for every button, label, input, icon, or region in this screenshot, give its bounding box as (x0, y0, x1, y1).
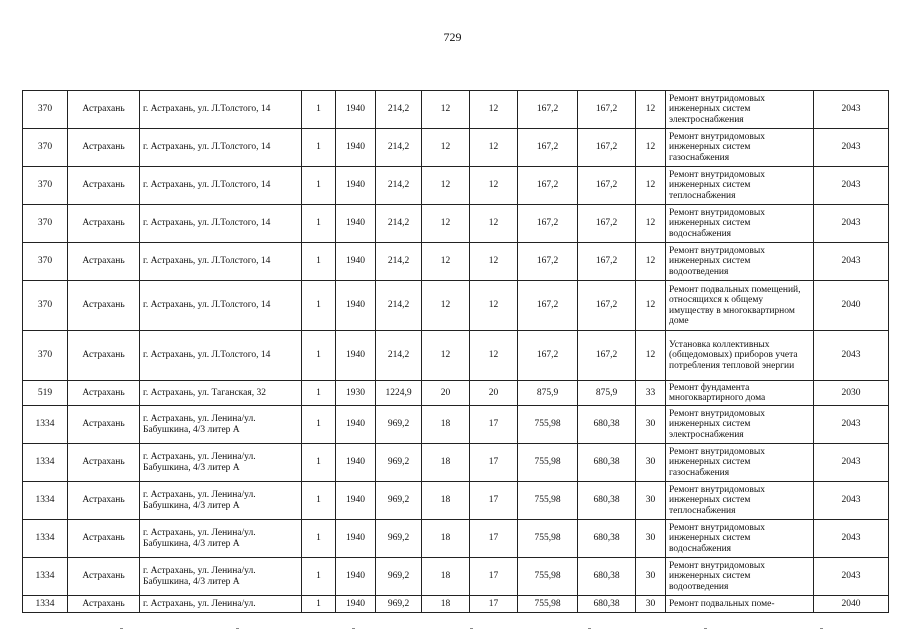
table-row (23, 91, 889, 129)
cell-residents-a: 12 (422, 243, 470, 281)
cell-city: Астрахань (68, 205, 140, 243)
cell-area-a: 167,2 (518, 281, 578, 331)
cell-area-a: 167,2 (518, 167, 578, 205)
capital-repair-table (22, 90, 889, 613)
cell-entrances: 1 (302, 520, 336, 558)
cell-entrances: 1 (302, 381, 336, 406)
cell-deadline: 2040 (814, 596, 889, 613)
cell-work-type: Ремонт внутридомовых инженерных систем водоснабжения (666, 205, 814, 243)
cell-residents-a: 18 (422, 482, 470, 520)
cell-city: Астрахань (68, 406, 140, 444)
cell-flats: 12 (636, 205, 666, 243)
cell-city: Астрахань (68, 558, 140, 596)
cell-year: 1940 (336, 444, 376, 482)
cell-entrances: 1 (302, 558, 336, 596)
cell-area-a: 167,2 (518, 205, 578, 243)
cell-work-type: Ремонт внутридомовых инженерных систем теплоснабжения (666, 167, 814, 205)
scan-edge-marks (0, 628, 905, 634)
table-row (23, 520, 889, 558)
cell-residents-b: 12 (470, 331, 518, 381)
cell-address: г. Астрахань, ул. Ленина/ул. Бабушкина, 4/3 литер А (140, 406, 302, 444)
cell-city: Астрахань (68, 129, 140, 167)
cell-total-area: 214,2 (376, 331, 422, 381)
cell-total-area: 214,2 (376, 129, 422, 167)
cell-address: г. Астрахань, ул. Л.Толстого, 14 (140, 243, 302, 281)
cell-work-type: Ремонт внутридомовых инженерных систем водоотведения (666, 558, 814, 596)
cell-residents-b: 12 (470, 243, 518, 281)
cell-work-type: Установка коллективных (общедомовых) приборов учета потребления тепловой энергии (666, 331, 814, 381)
cell-deadline: 2043 (814, 331, 889, 381)
cell-flats: 30 (636, 558, 666, 596)
table-row (23, 482, 889, 520)
cell-area-a: 167,2 (518, 331, 578, 381)
cell-city: Астрахань (68, 167, 140, 205)
cell-residents-b: 20 (470, 381, 518, 406)
cell-entrances: 1 (302, 406, 336, 444)
table-row (23, 381, 889, 406)
cell-area-b: 680,38 (578, 482, 636, 520)
cell-city: Астрахань (68, 520, 140, 558)
cell-year: 1940 (336, 406, 376, 444)
cell-total-area: 969,2 (376, 558, 422, 596)
cell-deadline: 2043 (814, 91, 889, 129)
cell-flats: 12 (636, 91, 666, 129)
cell-row-id: 519 (23, 381, 68, 406)
cell-residents-b: 12 (470, 281, 518, 331)
cell-flats: 12 (636, 167, 666, 205)
cell-residents-b: 12 (470, 167, 518, 205)
cell-residents-a: 12 (422, 167, 470, 205)
cell-residents-a: 12 (422, 205, 470, 243)
cell-area-a: 755,98 (518, 406, 578, 444)
cell-row-id: 370 (23, 331, 68, 381)
cell-area-a: 755,98 (518, 558, 578, 596)
table-row (23, 331, 889, 381)
cell-deadline: 2043 (814, 243, 889, 281)
cell-work-type: Ремонт подвальных помещений, относящихся к общему имуществу в многоквартирном доме (666, 281, 814, 331)
cell-year: 1930 (336, 381, 376, 406)
cell-row-id: 1334 (23, 482, 68, 520)
cell-row-id: 1334 (23, 406, 68, 444)
cell-area-b: 167,2 (578, 243, 636, 281)
cell-year: 1940 (336, 520, 376, 558)
cell-area-a: 167,2 (518, 91, 578, 129)
cell-area-b: 167,2 (578, 205, 636, 243)
cell-area-b: 680,38 (578, 558, 636, 596)
cell-row-id: 370 (23, 91, 68, 129)
table-row (23, 558, 889, 596)
cell-area-b: 875,9 (578, 381, 636, 406)
page-number: 729 (443, 30, 462, 44)
cell-row-id: 370 (23, 129, 68, 167)
cell-city: Астрахань (68, 482, 140, 520)
cell-year: 1940 (336, 205, 376, 243)
cell-total-area: 1224,9 (376, 381, 422, 406)
cell-year: 1940 (336, 281, 376, 331)
cell-flats: 12 (636, 243, 666, 281)
cell-work-type: Ремонт подвальных поме- (666, 596, 814, 613)
cell-flats: 30 (636, 482, 666, 520)
cell-year: 1940 (336, 482, 376, 520)
cell-address: г. Астрахань, ул. Ленина/ул. Бабушкина, 4/3 литер А (140, 482, 302, 520)
cell-city: Астрахань (68, 281, 140, 331)
cell-residents-a: 12 (422, 281, 470, 331)
cell-entrances: 1 (302, 281, 336, 331)
cell-area-a: 755,98 (518, 596, 578, 613)
cell-city: Астрахань (68, 243, 140, 281)
cell-deadline: 2043 (814, 520, 889, 558)
cell-row-id: 370 (23, 281, 68, 331)
cell-entrances: 1 (302, 205, 336, 243)
cell-address: г. Астрахань, ул. Л.Толстого, 14 (140, 205, 302, 243)
cell-year: 1940 (336, 129, 376, 167)
cell-total-area: 969,2 (376, 596, 422, 613)
cell-work-type: Ремонт внутридомовых инженерных систем водоснабжения (666, 520, 814, 558)
cell-work-type: Ремонт внутридомовых инженерных систем газоснабжения (666, 129, 814, 167)
cell-area-b: 167,2 (578, 281, 636, 331)
cell-area-b: 680,38 (578, 406, 636, 444)
cell-year: 1940 (336, 91, 376, 129)
cell-deadline: 2030 (814, 381, 889, 406)
cell-entrances: 1 (302, 444, 336, 482)
cell-entrances: 1 (302, 243, 336, 281)
cell-total-area: 969,2 (376, 520, 422, 558)
cell-work-type: Ремонт фундамента многоквартирного дома (666, 381, 814, 406)
cell-address: г. Астрахань, ул. Ленина/ул. Бабушкина, 4/3 литер А (140, 444, 302, 482)
cell-row-id: 1334 (23, 596, 68, 613)
cell-deadline: 2043 (814, 205, 889, 243)
cell-entrances: 1 (302, 129, 336, 167)
cell-residents-b: 17 (470, 444, 518, 482)
cell-residents-b: 12 (470, 91, 518, 129)
cell-deadline: 2043 (814, 406, 889, 444)
cell-entrances: 1 (302, 596, 336, 613)
cell-row-id: 370 (23, 243, 68, 281)
cell-residents-b: 17 (470, 558, 518, 596)
cell-residents-b: 12 (470, 205, 518, 243)
cell-residents-b: 17 (470, 406, 518, 444)
cell-residents-a: 12 (422, 91, 470, 129)
cell-total-area: 214,2 (376, 205, 422, 243)
cell-year: 1940 (336, 243, 376, 281)
cell-flats: 30 (636, 444, 666, 482)
cell-deadline: 2043 (814, 129, 889, 167)
cell-total-area: 214,2 (376, 281, 422, 331)
cell-flats: 30 (636, 406, 666, 444)
cell-total-area: 214,2 (376, 91, 422, 129)
cell-area-b: 167,2 (578, 91, 636, 129)
table-row (23, 167, 889, 205)
cell-year: 1940 (336, 331, 376, 381)
table-row (23, 205, 889, 243)
cell-residents-a: 12 (422, 129, 470, 167)
cell-flats: 12 (636, 281, 666, 331)
cell-area-a: 755,98 (518, 444, 578, 482)
cell-deadline: 2043 (814, 167, 889, 205)
cell-residents-a: 18 (422, 444, 470, 482)
cell-residents-a: 20 (422, 381, 470, 406)
table-row (23, 406, 889, 444)
cell-year: 1940 (336, 167, 376, 205)
cell-flats: 33 (636, 381, 666, 406)
cell-work-type: Ремонт внутридомовых инженерных систем теплоснабжения (666, 482, 814, 520)
cell-area-b: 680,38 (578, 444, 636, 482)
cell-city: Астрахань (68, 91, 140, 129)
table-row (23, 444, 889, 482)
table-row (23, 596, 889, 613)
cell-address: г. Астрахань, ул. Ленина/ул. (140, 596, 302, 613)
cell-residents-b: 17 (470, 520, 518, 558)
cell-residents-a: 18 (422, 406, 470, 444)
cell-work-type: Ремонт внутридомовых инженерных систем водоотведения (666, 243, 814, 281)
cell-row-id: 1334 (23, 520, 68, 558)
cell-residents-a: 18 (422, 596, 470, 613)
cell-address: г. Астрахань, ул. Л.Толстого, 14 (140, 129, 302, 167)
cell-area-b: 680,38 (578, 596, 636, 613)
cell-address: г. Астрахань, ул. Л.Толстого, 14 (140, 331, 302, 381)
cell-address: г. Астрахань, ул. Таганская, 32 (140, 381, 302, 406)
cell-row-id: 1334 (23, 444, 68, 482)
cell-area-a: 875,9 (518, 381, 578, 406)
cell-area-a: 167,2 (518, 243, 578, 281)
cell-entrances: 1 (302, 482, 336, 520)
cell-area-a: 755,98 (518, 482, 578, 520)
cell-entrances: 1 (302, 331, 336, 381)
cell-area-b: 167,2 (578, 331, 636, 381)
cell-flats: 12 (636, 331, 666, 381)
table-row (23, 243, 889, 281)
cell-total-area: 969,2 (376, 406, 422, 444)
table-body (23, 91, 889, 613)
cell-city: Астрахань (68, 596, 140, 613)
cell-deadline: 2043 (814, 558, 889, 596)
cell-flats: 30 (636, 596, 666, 613)
cell-address: г. Астрахань, ул. Ленина/ул. Бабушкина, 4/3 литер А (140, 558, 302, 596)
cell-work-type: Ремонт внутридомовых инженерных систем электроснабжения (666, 406, 814, 444)
cell-total-area: 969,2 (376, 482, 422, 520)
cell-residents-b: 17 (470, 596, 518, 613)
cell-deadline: 2040 (814, 281, 889, 331)
cell-deadline: 2043 (814, 444, 889, 482)
cell-total-area: 969,2 (376, 444, 422, 482)
table-row (23, 129, 889, 167)
cell-row-id: 370 (23, 205, 68, 243)
cell-residents-b: 17 (470, 482, 518, 520)
cell-entrances: 1 (302, 167, 336, 205)
cell-flats: 30 (636, 520, 666, 558)
cell-city: Астрахань (68, 444, 140, 482)
cell-area-a: 755,98 (518, 520, 578, 558)
cell-residents-a: 18 (422, 520, 470, 558)
cell-residents-a: 12 (422, 331, 470, 381)
cell-city: Астрахань (68, 381, 140, 406)
cell-area-b: 167,2 (578, 167, 636, 205)
cell-address: г. Астрахань, ул. Л.Толстого, 14 (140, 91, 302, 129)
cell-work-type: Ремонт внутридомовых инженерных систем электроснабжения (666, 91, 814, 129)
cell-area-b: 680,38 (578, 520, 636, 558)
cell-year: 1940 (336, 558, 376, 596)
cell-residents-b: 12 (470, 129, 518, 167)
cell-address: г. Астрахань, ул. Л.Толстого, 14 (140, 281, 302, 331)
cell-deadline: 2043 (814, 482, 889, 520)
cell-area-a: 167,2 (518, 129, 578, 167)
table-row (23, 281, 889, 331)
cell-year: 1940 (336, 596, 376, 613)
cell-entrances: 1 (302, 91, 336, 129)
cell-work-type: Ремонт внутридомовых инженерных систем газоснабжения (666, 444, 814, 482)
cell-row-id: 1334 (23, 558, 68, 596)
cell-city: Астрахань (68, 331, 140, 381)
cell-area-b: 167,2 (578, 129, 636, 167)
cell-residents-a: 18 (422, 558, 470, 596)
cell-address: г. Астрахань, ул. Ленина/ул. Бабушкина, 4/3 литер А (140, 520, 302, 558)
cell-address: г. Астрахань, ул. Л.Толстого, 14 (140, 167, 302, 205)
cell-flats: 12 (636, 129, 666, 167)
cell-total-area: 214,2 (376, 243, 422, 281)
cell-row-id: 370 (23, 167, 68, 205)
cell-total-area: 214,2 (376, 167, 422, 205)
